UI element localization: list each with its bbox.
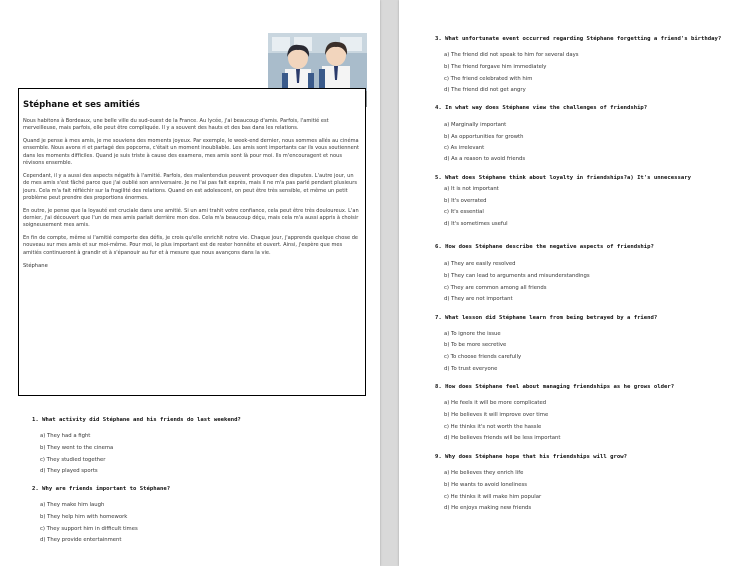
question-6-option-d[interactable]: d) They are not important — [444, 296, 513, 302]
question-1-option-d[interactable]: d) They played sports — [40, 468, 98, 474]
story-text-box — [18, 88, 366, 396]
question-7-option-b[interactable]: b) To be more secretive — [444, 342, 507, 348]
question-7: 7. What lesson did Stéphane learn from being betrayed by a friend? — [435, 315, 658, 321]
question-9: 9. Why does Stéphane hope that his friendships will grow? — [435, 454, 627, 460]
question-5-option-d[interactable]: d) It's sometimes useful — [444, 221, 508, 227]
question-7-option-d[interactable]: d) To trust everyone — [444, 366, 498, 372]
question-6-option-b[interactable]: b) They can lead to arguments and misunderstandings — [444, 273, 590, 279]
question-4: 4. In what way does Stéphane view the challenges of friendship? — [435, 105, 648, 111]
question-2-option-c[interactable]: c) They support him in difficult times — [40, 526, 138, 532]
question-5-option-c[interactable]: c) It's essential — [444, 209, 484, 215]
question-3-option-b[interactable]: b) The friend forgave him immediately — [444, 64, 547, 70]
question-6-option-c[interactable]: c) They are common among all friends — [444, 285, 547, 291]
question-8-option-c[interactable]: c) He thinks it's not worth the hassle — [444, 424, 542, 430]
question-8-option-d[interactable]: d) He believes friends will be less important — [444, 435, 561, 441]
question-2-option-d[interactable]: d) They provide entertainment — [40, 537, 122, 543]
question-1-option-b[interactable]: b) They went to the cinema — [40, 445, 114, 451]
story-paragraph: Nous habitons à Bordeaux, une belle ville du sud-ouest de la France. Au lycée, j'ai beaucoup d'amis. Parfois, l'amitié est merveilleuse, mais parfois, elle peut être compliquée. Il y a souvent des hauts et des bas dans les relations. — [23, 118, 329, 132]
question-5: 5. What does Stéphane think about loyalty in friendships?a) It's unnecessary — [435, 175, 691, 181]
question-4-option-d[interactable]: d) As a reason to avoid friends — [444, 156, 526, 162]
question-5-option-a[interactable]: a) It is not important — [444, 186, 499, 192]
story-paragraph: Quand je pense à mes amis, je me souviens des moments joyeux. Par exemple, le week-end dernier, nous sommes allés au cinéma ensemble. Nous avons ri et partagé des popcorns, c'était un moment inoubliable. Les amis sont importants car ils vous soutiennent dans les moments difficiles. Quand je suis triste à cause des examens, mes amis sont là pour moi. Ils m'encouragent et nous révisons ensemble. — [23, 138, 359, 167]
question-3: 3. What unfortunate event occurred regarding Stéphane forgetting a friend's birthday? — [435, 36, 722, 42]
question-9-option-a[interactable]: a) He believes they enrich life — [444, 470, 524, 476]
question-4-option-a[interactable]: a) Marginally important — [444, 122, 507, 128]
question-3-option-d[interactable]: d) The friend did not get angry — [444, 87, 526, 93]
question-9-option-b[interactable]: b) He wants to avoid loneliness — [444, 482, 528, 488]
question-7-option-c[interactable]: c) To choose friends carefully — [444, 354, 522, 360]
question-8: 8. How does Stéphane feel about managing friendships as he grows older? — [435, 384, 675, 390]
question-2-option-a[interactable]: a) They make him laugh — [40, 502, 105, 508]
question-7-option-a[interactable]: a) To ignore the issue — [444, 331, 501, 337]
question-5-option-b[interactable]: b) It's overrated — [444, 198, 487, 204]
story-signoff: Stéphane — [23, 262, 48, 269]
story-paragraph: En fin de compte, même si l'amitié comporte des défis, je crois qu'elle enrichit notre vie. Chaque jour, j'apprends quelque chose de nouveau sur mes amis et sur moi-même. Pour moi, le plus important est de rester honnête et ouvert. Ainsi, j'espère que mes amitiés continueront à grandir et à s'épanouir au fur et à mesure que nous avançons dans la vie. — [23, 235, 359, 256]
question-1: 1. What activity did Stéphane and his friends do last weekend? — [32, 417, 241, 423]
question-2: 2. Why are friends important to Stéphane? — [32, 486, 171, 492]
question-9-option-d[interactable]: d) He enjoys making new friends — [444, 505, 532, 511]
story-title: Stéphane et ses amitiés — [23, 100, 140, 110]
question-1-option-a[interactable]: a) They had a fight — [40, 433, 91, 439]
question-4-option-b[interactable]: b) As opportunities for growth — [444, 134, 524, 140]
question-6-option-a[interactable]: a) They are easily resolved — [444, 261, 516, 267]
question-4-option-c[interactable]: c) As irrelevant — [444, 145, 485, 151]
question-3-option-a[interactable]: a) The friend did not speak to him for several days — [444, 52, 579, 58]
question-9-option-c[interactable]: c) He thinks it will make him popular — [444, 494, 542, 500]
story-paragraph: En outre, je pense que la loyauté est cruciale dans une amitié. Si un ami trahit votre confiance, cela peut être très douloureux. L'an dernier, j'ai découvert que l'un de mes amis parlait derrière mon dos. Cela m'a beaucoup déçu, mais cela m'a aussi appris à choisir soigneusement mes amis. — [23, 207, 359, 229]
question-3-option-c[interactable]: c) The friend celebrated with him — [444, 76, 533, 82]
story-paragraph: Cependant, il y a aussi des aspects négatifs à l'amitié. Parfois, des malentendus peuvent provoquer des disputes. L'autre jour, un de mes amis s'est fâché parce que j'ai oublié son anniversaire. Je ne l'ai pas fait exprès, mais il ne m'a pas parlé pendant plusieurs jours. Cela m'a fait réfléchir sur la fragilité des relations. Quand on est adolescent, on peut être très sensible, et même un petit problème peut prendre des proportions énormes. — [23, 172, 358, 201]
question-8-option-b[interactable]: b) He believes it will improve over time — [444, 412, 549, 418]
question-2-option-b[interactable]: b) They help him with homework — [40, 514, 128, 520]
question-6: 6. How does Stéphane describe the negative aspects of friendship? — [435, 244, 654, 250]
question-8-option-a[interactable]: a) He feels it will be more complicated — [444, 400, 547, 406]
question-1-option-c[interactable]: c) They studied together — [40, 457, 106, 463]
